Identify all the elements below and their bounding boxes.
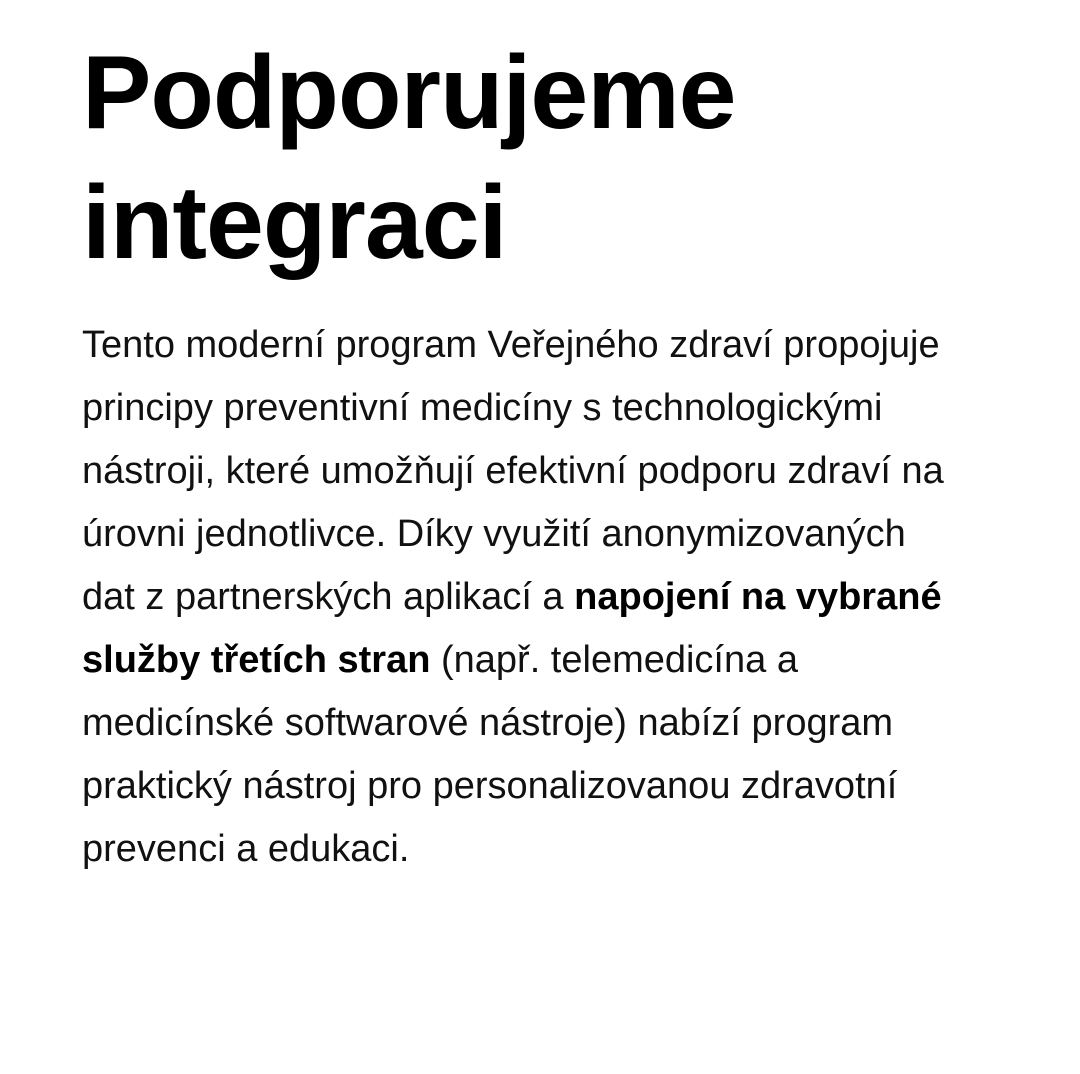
page-title-line-1: Podporujeme bbox=[82, 35, 736, 151]
main-content bbox=[82, 28, 962, 881]
paragraph-text-end: (např. telemedicína a medicínské softwarové nástroje) nabízí program praktický nástroj pro personalizovanou zdravotní prevenci a edukaci. bbox=[82, 639, 898, 870]
page-title bbox=[82, 28, 962, 288]
article-paragraph bbox=[82, 314, 962, 881]
page-title-line-2: integraci bbox=[82, 165, 507, 281]
paragraph-text-start: Tento moderní program Veřejného zdraví propojuje principy preventivní medicíny s technologickými nástroji, které umožňují efektivní podporu zdraví na úrovni jednotlivce. Díky využití anonymizovaných dat z partnerských aplikací a bbox=[82, 324, 944, 618]
paragraph-emphasis: napojení na vybrané služby třetích stran bbox=[82, 576, 942, 681]
